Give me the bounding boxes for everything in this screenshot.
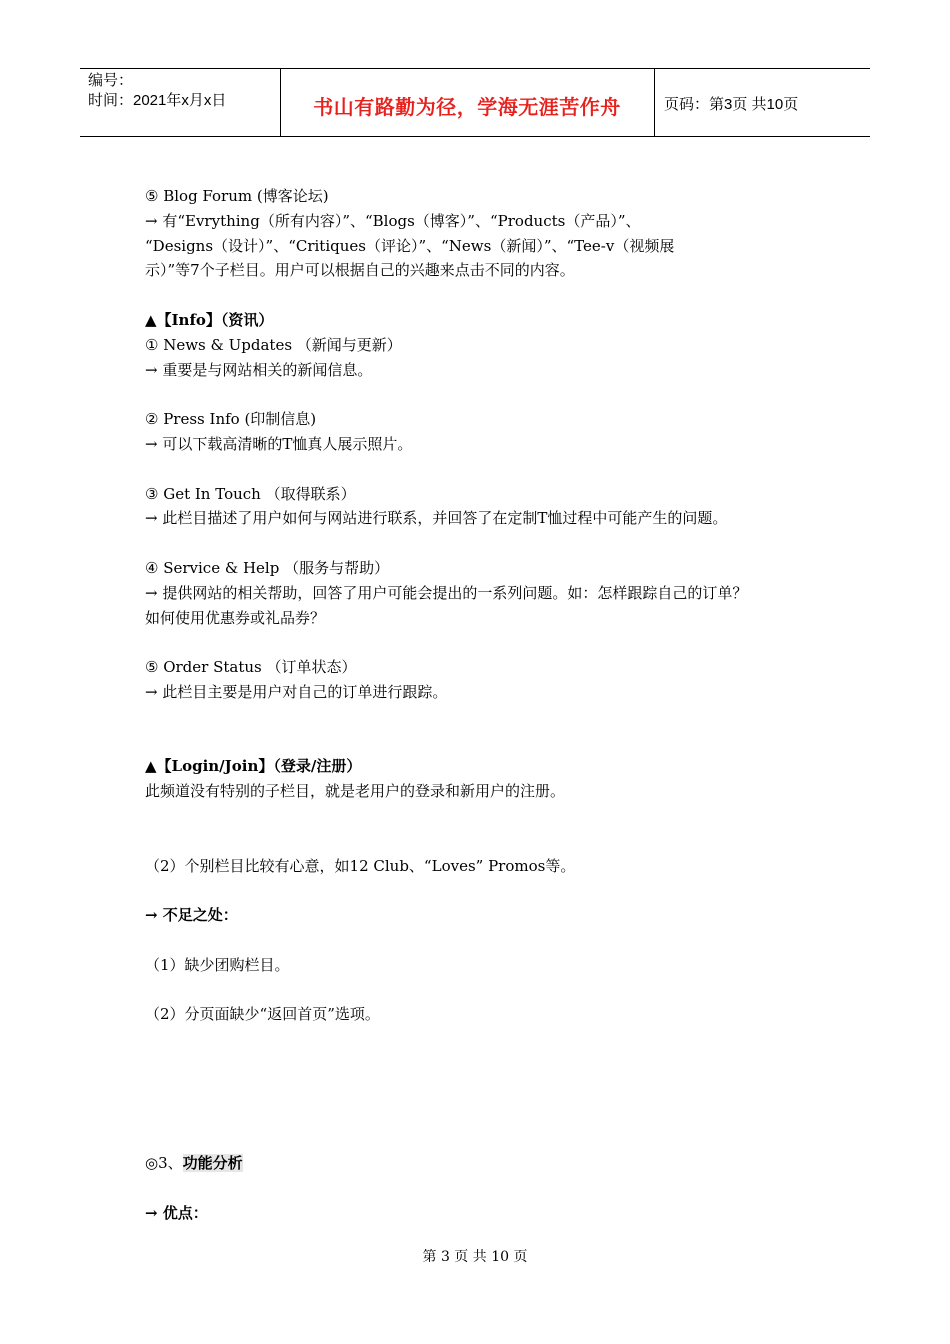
shortcomings-heading: → 不足之处：: [145, 906, 238, 925]
info-item-title: ④ Service & Help （服务与帮助）: [145, 558, 390, 577]
advantages-heading: → 优点：: [145, 1203, 208, 1222]
info-item-title: ① News & Updates （新闻与更新）: [145, 335, 402, 354]
point-2: （2）个别栏目比较有心意，如12 Club、“Loves” Promos等。: [145, 856, 576, 875]
page-header: [80, 68, 870, 137]
info-item-desc: → 提供网站的相关帮助，回答了用户可能会提出的一系列问题。如：怎样跟踪自己的订单？: [145, 583, 748, 602]
section-3-title: 功能分析: [182, 1154, 243, 1173]
header-divider-right: [654, 69, 655, 136]
shortcoming-item: （2）分页面缺少“返回首页”选项。: [145, 1005, 380, 1024]
blog-forum-line-3: 示）”等7个子栏目。用户可以根据自己的兴趣来点击不同的内容。: [145, 261, 575, 280]
section-3-heading: [145, 1151, 825, 1176]
info-item-title: ③ Get In Touch （取得联系）: [145, 484, 356, 503]
document-body: [145, 184, 825, 1225]
info-item-desc: 如何使用优惠券或礼品券？: [145, 608, 326, 627]
login-heading: ▲【Login/Join】（登录/注册）: [145, 757, 362, 776]
info-item-desc: → 可以下载高清晰的T恤真人展示照片。: [145, 434, 413, 453]
header-time: 时间：2021年x月x日: [88, 92, 227, 109]
header-meta: [88, 71, 280, 111]
header-page-number: 页码：第3页 共10页: [664, 96, 799, 113]
blog-forum-line-1: → 有“Evrything（所有内容）”、“Blogs（博客）”、“Products（产品）”、: [145, 211, 641, 230]
info-item-desc: → 此栏目描述了用户如何与网站进行联系，并回答了在定制T恤过程中可能产生的问题。: [145, 509, 728, 528]
info-item-title: ② Press Info (印制信息): [145, 410, 317, 429]
blog-forum-line-2: “Designs（设计）”、“Critiques（评论）”、“News（新闻）”、“Tee-v（视频展: [145, 236, 675, 255]
info-item-desc: → 重要是与网站相关的新闻信息。: [145, 360, 373, 379]
info-item-title: ⑤ Order Status （订单状态）: [145, 658, 357, 677]
header-number: 编号：: [88, 72, 134, 89]
blog-forum-title: ⑤ Blog Forum (博客论坛): [145, 187, 329, 205]
info-heading: ▲【Info】（资讯）: [145, 310, 274, 329]
page-footer: 第 3 页 共 10 页: [422, 1249, 528, 1265]
info-item-desc: → 此栏目主要是用户对自己的订单进行跟踪。: [145, 682, 448, 701]
login-desc: 此频道没有特别的子栏目，就是老用户的登录和新用户的注册。: [145, 782, 566, 801]
header-motto: 书山有路勤为径，学海无涯苦作舟: [313, 97, 621, 119]
shortcoming-item: （1）缺少团购栏目。: [145, 955, 290, 974]
section-3-prefix: ◎3、: [145, 1154, 183, 1173]
